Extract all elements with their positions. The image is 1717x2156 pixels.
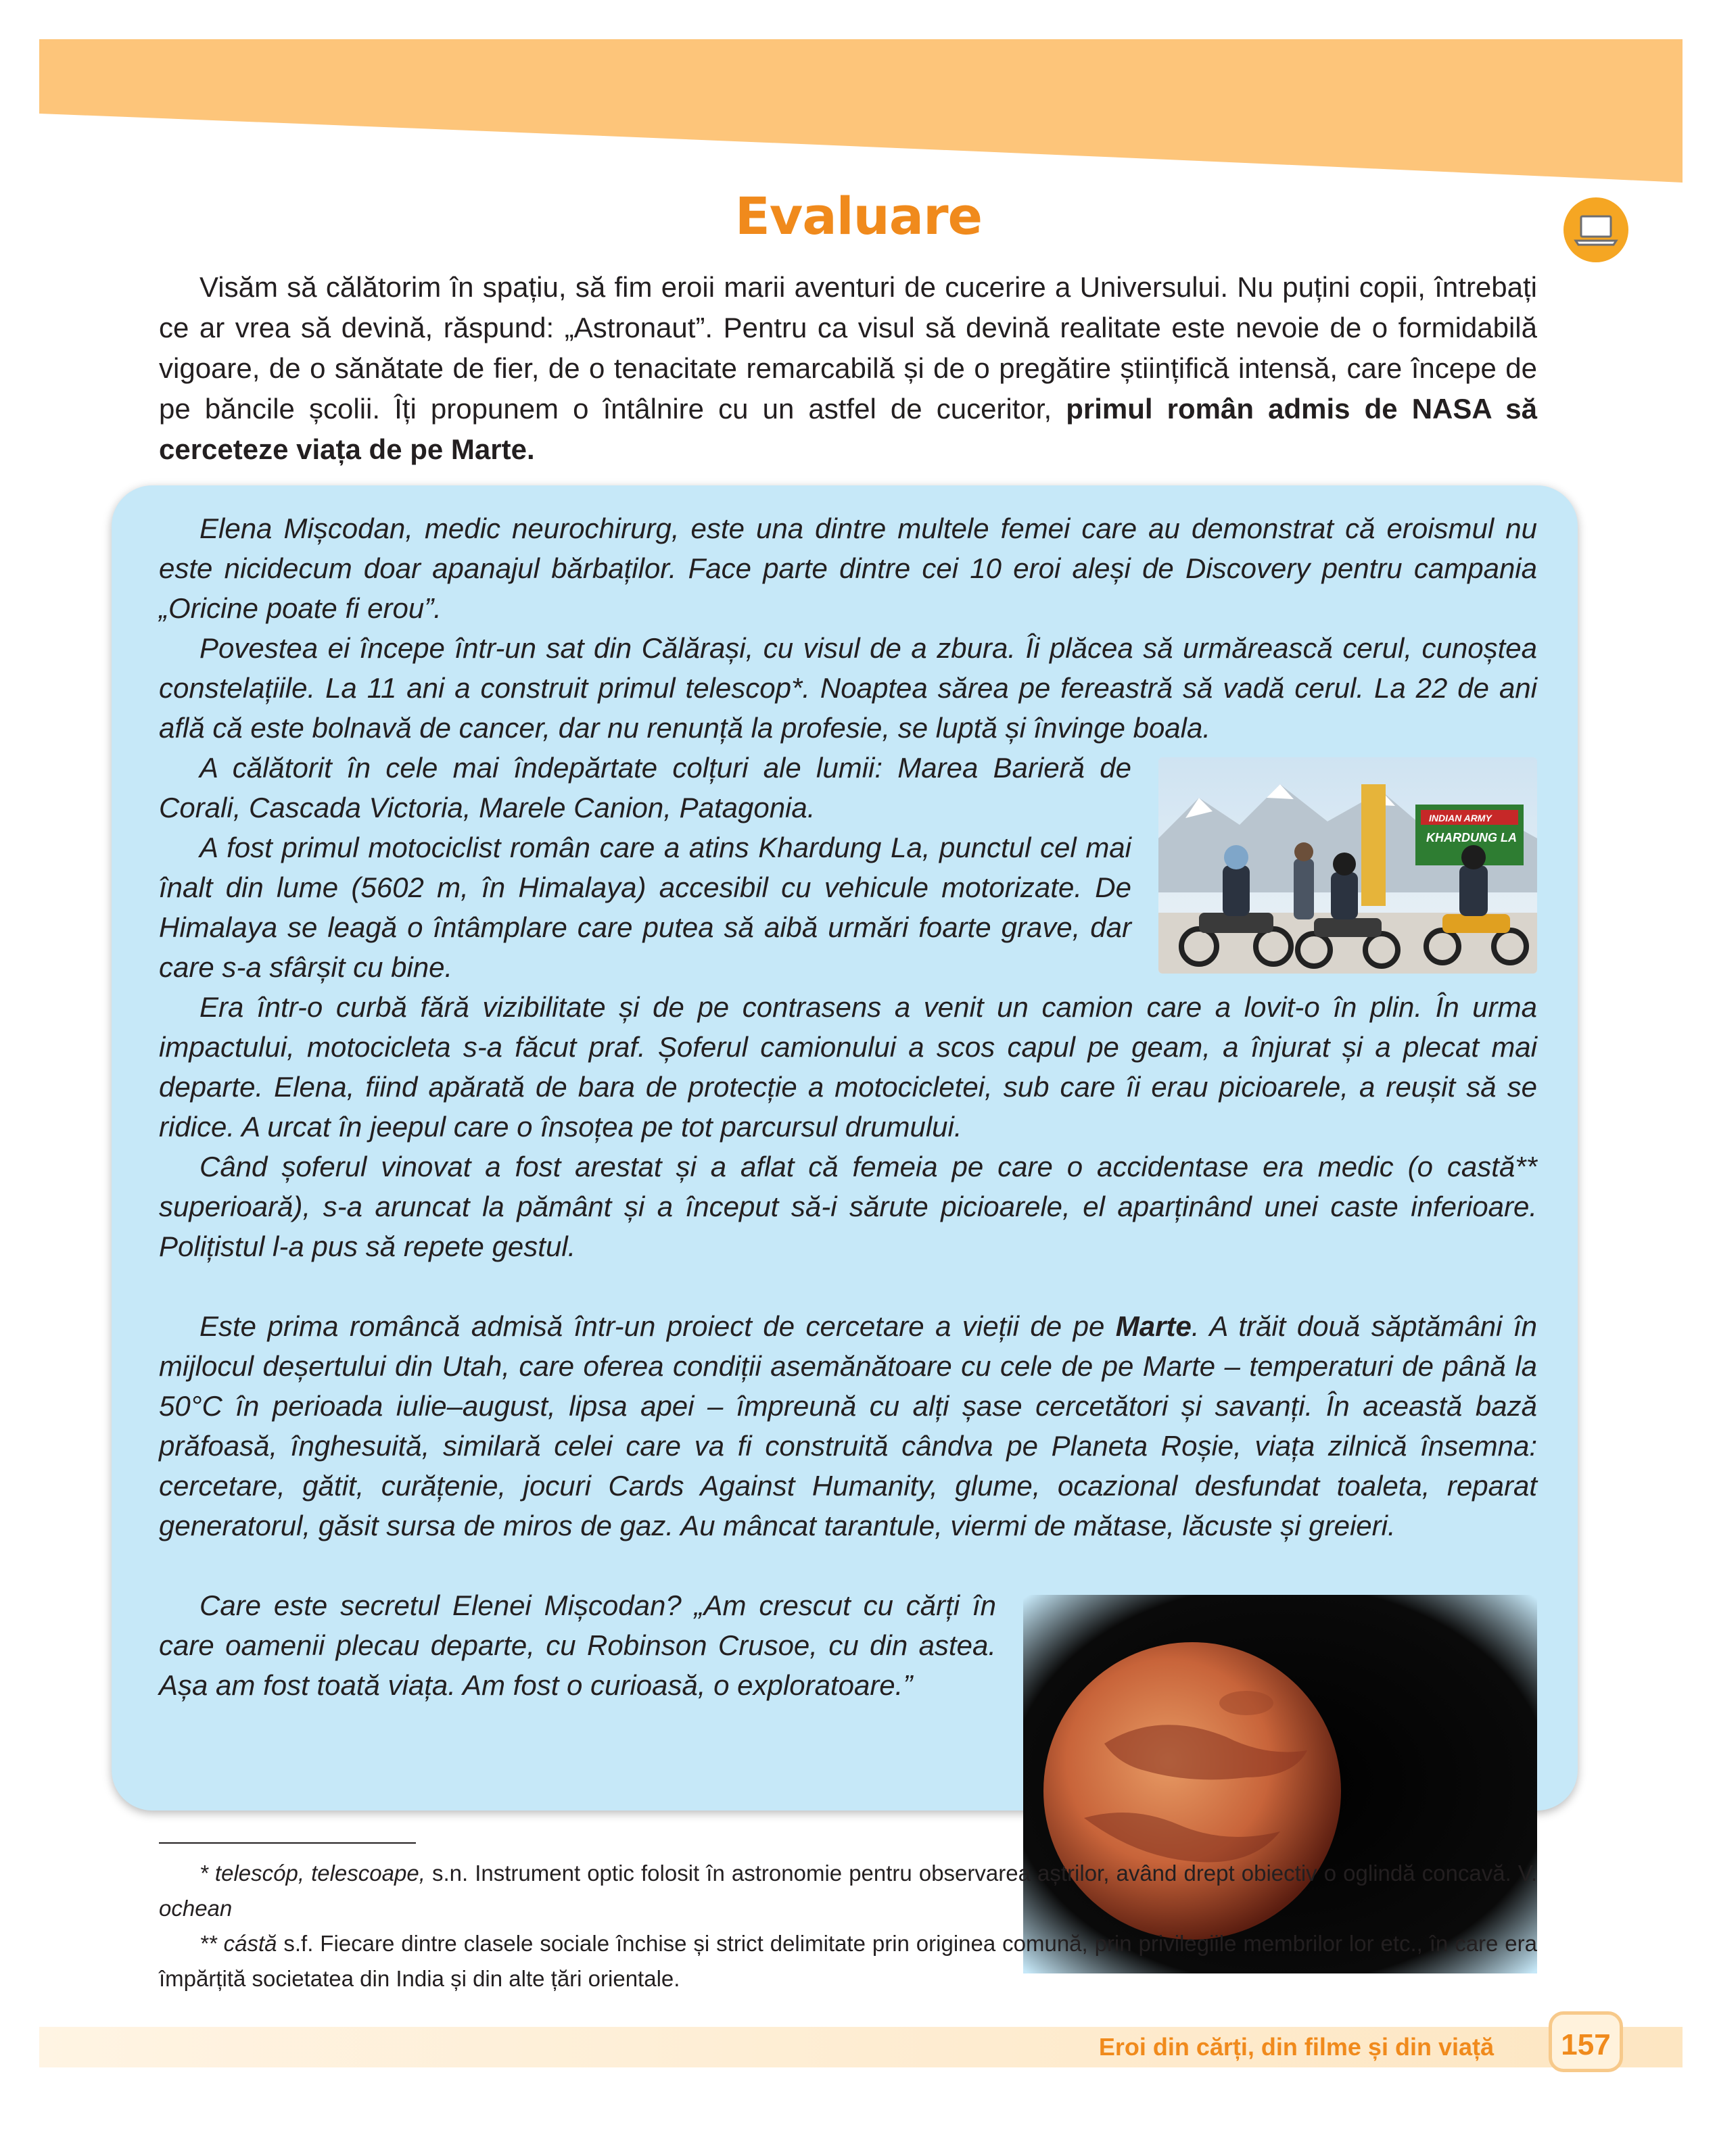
header-band [39, 39, 1683, 195]
footnote-definition: s.n. Instrument optic folosit în astronomie pentru observarea aștrilor, având drept obiectiv o oglindă concavă. V. [425, 1861, 1537, 1886]
story-paragraph: Care este secretul Elenei Mișcodan? „Am crescut cu cărți în care oamenii plecau departe, cu Robinson Crusoe, cu din astea. Așa am fost toată viața. Am fost o curioasă, o exploratoare.” [159, 1589, 996, 1701]
sign-line-2: KHARDUNG LA [1426, 831, 1517, 844]
footnote-reference: ochean [159, 1896, 233, 1921]
footnotes [159, 1856, 1537, 1996]
footnote-definition: s.f. Fiecare dintre clasele sociale închise și strict delimitate prin originea comună, prin privilegiile membrilor lor etc., în care era împărțită societatea din India și din alte țări orientale. [159, 1931, 1537, 1991]
story-paragraph-mars [159, 1306, 1537, 1546]
story-paragraph: A călătorit în cele mai îndepărtate colțuri ale lumii: Marea Barieră de Corali, Cascada Victoria, Marele Canion, Patagonia. [159, 752, 1131, 823]
intro-bold: primul român admis de NASA să cerceteze viața de pe Marte. [159, 393, 1537, 465]
story-paragraph: Când șoferul vinovat a fost arestat și a aflat că femeia pe care o accidentase era medic (o castă** superioară), s-a aruncat la pământ și a început să-i sărute picioarele, el aparținând unei caste inferioare. Polițistul l-a pus să repete gestul. [159, 1151, 1537, 1262]
sign-line-1: INDIAN ARMY [1429, 813, 1492, 823]
page-title: Evaluare [734, 186, 983, 246]
laptop-icon [1562, 196, 1630, 264]
mars-bold: Marte [1115, 1310, 1192, 1342]
story-paragraph: Povestea ei începe într-un sat din Călărași, cu visul de a zbura. Îi plăcea să urmărească cerul, cunoștea constelațiile. La 11 ani a construit primul telescop*. Noaptea sărea pe fereastră să vadă cerul. La 22 de ani află că este bolnavă de cancer, dar nu renunță la profesie, se luptă și învinge boala. [159, 632, 1537, 744]
story-paragraph: Elena Mișcodan, medic neurochirurg, este una dintre multele femei care au demonstrat că eroismul nu este nicidecum doar apanajul bărbaților. Face parte dintre cei 10 eroi aleși de Discovery pentru campania „Oricine poate fi erou”. [159, 512, 1537, 624]
footnote-term: * telescóp, telescoape, [199, 1861, 425, 1886]
intro-text: Visăm să călătorim în spațiu, să fim eroii marii aventuri de cucerire a Universului. Nu puțini copii, întrebați ce ar vrea să devină, răspund: „Astronaut”. Pentru ca visul să devină realitate este nevoie de o formidabilă vigoare, de o sănătate de fier, de o tenacitate remarcabilă și de o pregătire științifică intensă, care începe de pe băncile școlii. Îți propunem o întâlnire cu un astfel de cuceritor, [159, 271, 1537, 425]
chapter-title: Eroi din cărți, din filme și din viață [1098, 2033, 1494, 2061]
footnote-divider [159, 1842, 416, 1844]
story-paragraph: Era într-o curbă fără vizibilitate și de pe contrasens a venit un camion care a lovit-o în plin. În urma impactului, motocicleta s-a făcut praf. Șoferul camionului a scos capul pe geam, a înjurat și a plecat mai departe. Elena, fiind apărată de bara de protecție a motocicletei, sub care îi erau picioarele, a reușit să se ridice. A urcat în jeepul care o însoțea pe tot parcursul drumului. [159, 991, 1537, 1143]
story-text-run: . A trăit două săptămâni în mijlocul deșertului din Utah, care oferea condiții asemănătoare cu cele de pe Marte – temperaturi de până la 50°C în perioada iulie–august, lipsa apei – împreună cu alți șase cercetători și savanți. În această bază prăfoasă, înghesuită, similară celei care va fi construită cândva pe Planeta Roșie, viața zilnică însemna: cercetare, gătit, curățenie, jocuri Cards Against Humanity, glume, ocazional desfundat toaleta, reparat generatorul, găsit sursa de miros de gaz. Au mâncat tarantule, viermi de mătase, lăcuste și greieri. [159, 1310, 1537, 1541]
motorcyclists-photo [1158, 757, 1537, 974]
story-paragraph: A fost primul motociclist român care a atins Khardung La, punctul cel mai înalt din lume (5602 m, în Himalaya) accesibil cu vehicule motorizate. De Himalaya se leagă o întâmplare care putea să aibă urmări foarte grave, dar care s-a sfârșit cu bine. [159, 832, 1131, 983]
footnote-term: ** cástă [199, 1931, 277, 1956]
story-text-run: Este prima româncă admisă într-un proiect de cercetare a vieții de pe [199, 1310, 1116, 1342]
intro-paragraph [159, 267, 1537, 470]
page-number: 157 [1549, 2011, 1623, 2072]
story-text [159, 508, 1537, 1979]
